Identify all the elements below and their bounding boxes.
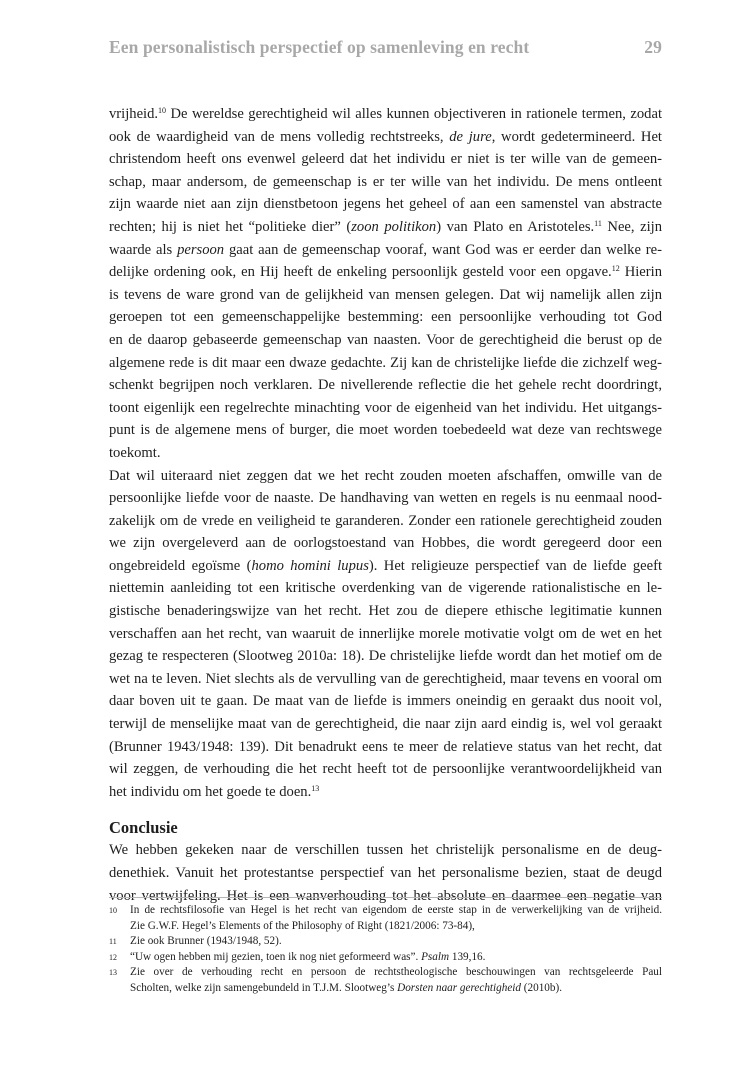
footnote-line: Zie ook Brunner (1943/1948, 52).	[130, 935, 282, 947]
text-line: zakelijk om de vrede en veiligheid te garanderen. Zonder een rationele gerechtigheid zouden	[109, 512, 662, 529]
footnote-11	[109, 934, 662, 950]
footnote-ref[interactable]: 10	[158, 106, 167, 115]
text-line: (Brunner 1943/1948: 139). Dit benadrukt eens te meer de relatieve status van het recht, dat	[109, 738, 662, 755]
footnote-line: Scholten, welke zijn samengebundeld in T.J.M. Slootweg’s Dorsten naar gerechtigheid (2010b).	[130, 981, 563, 994]
footnote-line: In de rechtsfilosofie van Hegel is het recht van eigendom de eerste stap in de verwerkelijking van de vrijheid.	[130, 904, 662, 916]
text-line: en de daarop gebaseerde gemeenschap van naasten. Voor de gerechtigheid die berust op de	[109, 331, 662, 348]
text-line: gezag te respecteren (Slootweg 2010a: 18). De christelijke liefde wordt dan het motief om de	[109, 648, 662, 665]
text-line: christendom heeft ons evenwel geleerd dat het individu er niet is ter wille van de gemeen-	[109, 151, 662, 168]
text-line: We hebben gekeken naar de verschillen tussen het christelijk personalisme en de deug-	[109, 842, 662, 859]
footnote-line: “Uw ogen hebben mij gezien, toen ik nog niet geformeerd was”. Psalm 139,16.	[130, 950, 486, 963]
text-line: vrijheid.$^{10}$ De wereldse gerechtigheid wil alles kunnen objectiveren in rationele termen, zodat	[109, 106, 662, 122]
section-heading: Conclusie	[109, 818, 178, 838]
text-line: denethiek. Vanuit het protestantse perspectief van het personalisme bezien, staat de deugd	[109, 865, 662, 881]
running-header	[109, 37, 662, 58]
text-line: het individu om het goede te doen.$^{13}$	[109, 783, 320, 800]
text-line: punt is de algemene mens of burger, die moet worden toebedeeld wat deze van rechtswege	[109, 422, 662, 439]
text-line: we zijn overgeleverd aan de oorlogstoestand van Hobbes, die wordt geregeerd door een	[109, 535, 662, 552]
text-line: persoonlijke liefde voor de naaste. De handhaving van wetten en regels is nu eenmaal nood-	[109, 490, 662, 507]
footnote-line: Zie over de verhouding recht en persoon de rechtstheologische beschouwingen van rechtsgeleerde Paul	[130, 966, 662, 978]
footnote-ref[interactable]: 12	[611, 264, 620, 274]
footnote-12	[109, 950, 662, 966]
text-line: verschaffen aan het recht, van waaruit de innerlijke morele motivatie volgt om de wet en het	[109, 625, 662, 642]
footnote-number: 12	[109, 952, 117, 962]
text-line: gistische benaderingswijze van het recht. Het zou de diepere ethische legitimatie kunnen	[109, 603, 662, 620]
footnote-10	[109, 903, 662, 934]
text-line: terwijl de menselijke maat van de gerechtigheid, die naar zijn aard eindig is, wel vol geraakt	[109, 716, 662, 733]
text-line: daar boven uit te gaan. De maat van de liefde is immers oneindig en geraakt dus nooit vol,	[109, 693, 662, 710]
footnote-line: Zie G.W.F. Hegel’s Elements of the Philosophy of Right (1821/2006: 73-84),	[130, 919, 475, 932]
text-line: toont eigenlijk een regelrechte minachting voor de eigenheid van het individu. Het uitgangs-	[109, 399, 662, 416]
text-line: is tevens de ware grond van de gelijkheid van mensen gelegen. Dat wij namelijk allen zijn	[109, 286, 662, 303]
footnote-13	[109, 965, 662, 996]
text-line: schenkt begrijpen noch verklaren. De nivellerende reflectie die het gehele recht doordringt,	[109, 377, 662, 394]
footnotes	[109, 903, 662, 996]
text-line: schap, maar andersom, de gemeenschap is er ter wille van het individu. De mens ontleent	[109, 173, 662, 190]
footnote-divider	[109, 897, 662, 898]
text-line: wil zeggen, de verhouding die het recht heeft tot de persoonlijke verantwoordelijkheid van	[109, 761, 662, 778]
text-line: toekomt.	[109, 444, 161, 461]
text-line: geroepen tot een gemeenschappelijke bestemming: een persoonlijke verhouding tot God	[109, 309, 662, 326]
text-line: ongebreideld egoïsme (homo homini lupus). Het religieuze perspectief van de liefde geeft	[109, 557, 663, 574]
text-line: Dat wil uiteraard niet zeggen dat we het recht zouden moeten afschaffen, omwille van de	[109, 467, 662, 484]
footnote-number: 10	[109, 906, 117, 915]
paragraph-1	[109, 103, 662, 465]
text-line: niettemin aanleiding tot een kritische overdenking van de vigerende rationalistische en le-	[109, 580, 662, 597]
text-line: waarde als persoon gaat aan de gemeenschap vooraf, want God was er eerder dan welke re-	[109, 241, 663, 258]
text-line: ook de waardigheid van de mens volledig rechtstreeks, de jure, wordt gedetermineerd. Het	[109, 128, 662, 145]
footnote-ref[interactable]: 13	[311, 783, 320, 793]
text-line: algemene rede is dit maar een dwaze gedachte. Zij kan de christelijke liefde die zichzelf weg-	[109, 354, 662, 371]
text-line: delijke ordening ook, en Hij heeft de enkeling persoonlijk gesteld voor een opgave.$^{12}$ Hierin	[109, 264, 662, 281]
text-line: rechten; hij is niet het “politieke dier” (zoon politikon) van Plato en Aristoteles.$^{11}$ Nee, zijn	[109, 218, 662, 235]
footnote-ref[interactable]: 11	[594, 218, 602, 228]
paragraph-2	[109, 465, 662, 804]
main-text	[109, 103, 662, 907]
header-title: Een personalistisch perspectief op samenleving en recht	[109, 37, 530, 57]
text-line: voor vertwijfeling. Het is een wanverhouding tot het absolute en daarmee een negatie van	[109, 887, 662, 904]
footnote-number: 13	[109, 968, 117, 977]
text-line: wet na te leven. Niet slechts als de vervulling van de gerechtigheid, maar tevens en vooral om	[109, 670, 662, 687]
text-line: zijn waarde niet aan zijn dienstbetoon jegens het geheel of aan een samenstel van abstracte	[109, 196, 662, 213]
page-number: 29	[644, 37, 662, 57]
footnote-number: 11	[109, 937, 117, 946]
